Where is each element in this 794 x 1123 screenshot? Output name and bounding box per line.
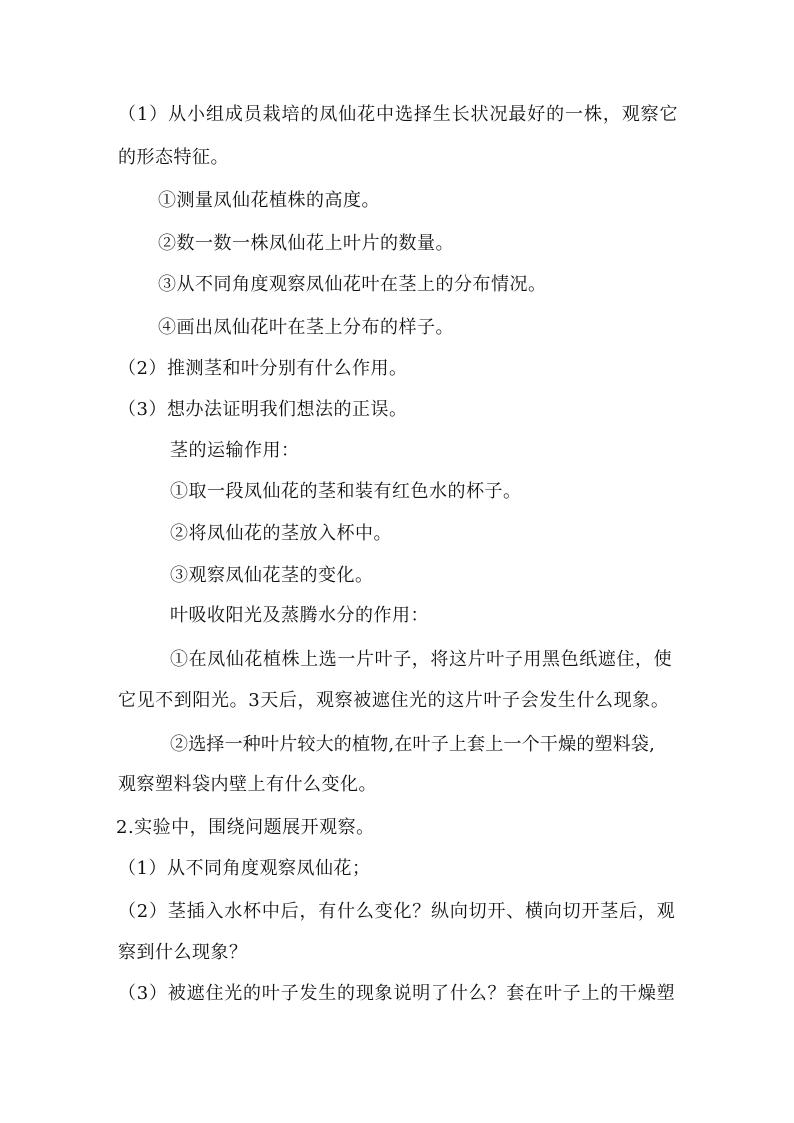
text-line: （3）被遮住光的叶子发生的现象说明了什么？套在叶子上的干燥塑: [118, 983, 676, 1004]
text-line: ③从不同角度观察凤仙花叶在茎上的分布情况。: [158, 274, 547, 295]
text-line: ④画出凤仙花叶在茎上分布的样子。: [158, 317, 454, 338]
text-line: ①测量凤仙花植株的高度。: [158, 190, 380, 211]
text-line: 的形态特征。: [118, 147, 229, 168]
text-line: 它见不到阳光。3天后，观察被遮住光的这片叶子会发生什么现象。: [118, 690, 670, 711]
text-line: 察到什么现象？: [118, 942, 248, 963]
text-line: ②将凤仙花的茎放入杯中。: [170, 523, 392, 544]
text-line: （1）从小组成员栽培的凤仙花中选择生长状况最好的一株，观察它: [118, 104, 679, 125]
text-line: （1）从不同角度观察凤仙花；: [118, 858, 371, 879]
text-line: 叶吸收阳光及蒸腾水分的作用：: [170, 605, 429, 626]
text-line: （3）想办法证明我们想法的正误。: [118, 399, 408, 420]
text-line: 观察塑料袋内壁上有什么变化。: [118, 774, 377, 795]
text-line: ③观察凤仙花茎的变化。: [170, 565, 374, 586]
text-line: （2）茎插入水杯中后，有什么变化？纵向切开、横向切开茎后，观: [118, 901, 676, 922]
text-line: 2.实验中，围绕问题展开观察。: [116, 817, 375, 838]
text-line: ②选择一种叶片较大的植物,在叶子上套上一个干燥的塑料袋,: [170, 734, 656, 755]
text-line: ②数一数一株凤仙花上叶片的数量。: [158, 233, 454, 254]
text-line: ①在凤仙花植株上选一片叶子，将这片叶子用黑色纸遮住，使: [170, 649, 673, 670]
text-line: （2）推测茎和叶分别有什么作用。: [118, 358, 408, 379]
text-line: ①取一段凤仙花的茎和装有红色水的杯子。: [170, 481, 522, 502]
text-line: 茎的运输作用：: [170, 440, 300, 461]
